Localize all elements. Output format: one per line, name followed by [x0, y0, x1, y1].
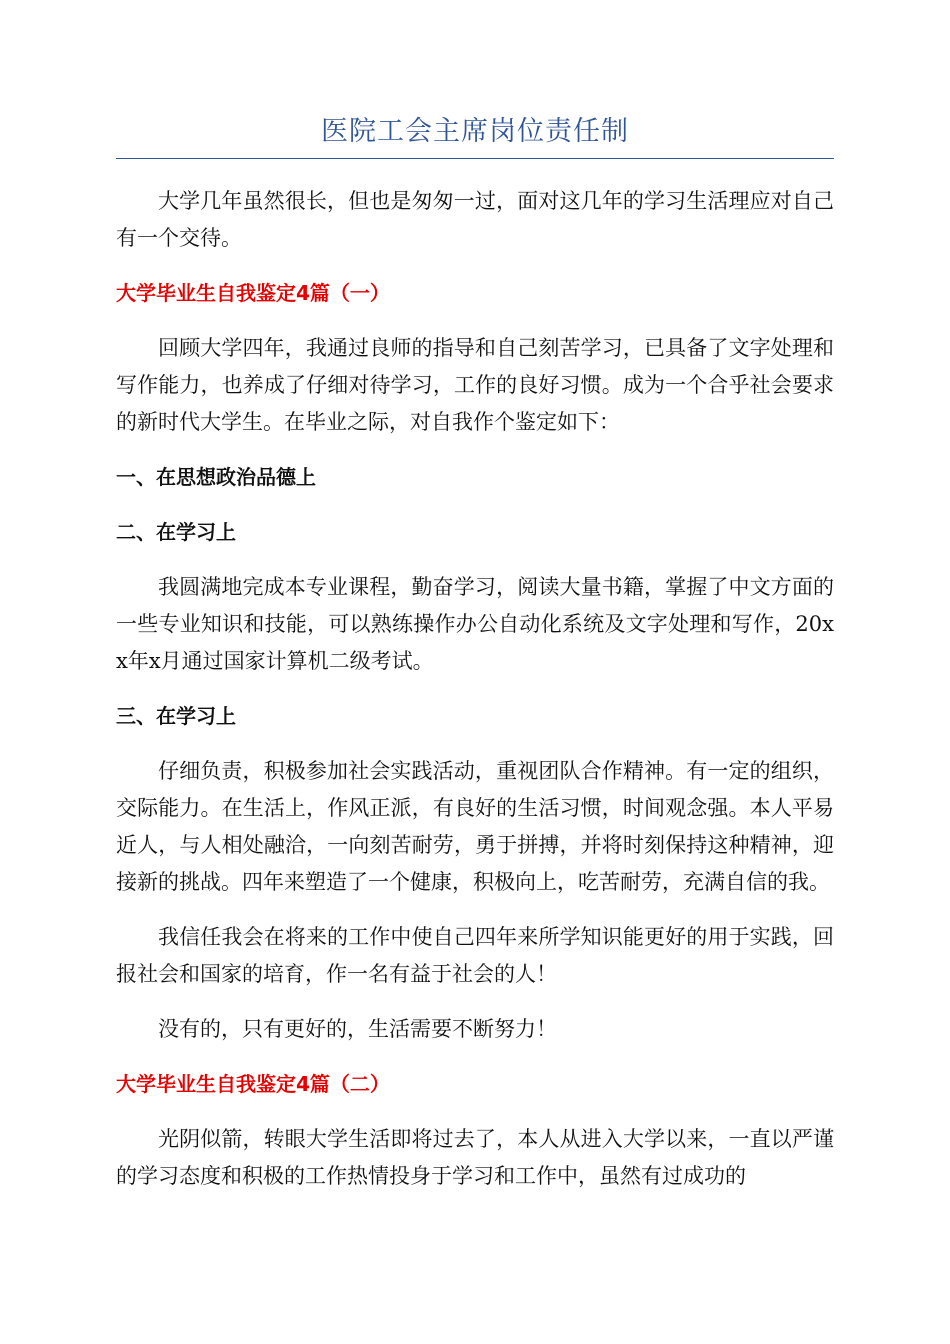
subheading-political: 一、在思想政治品德上 [116, 465, 316, 489]
document-page [116, 0, 834, 1213]
paragraph-effort: 没有的，只有更好的，生活需要不断努力！ [158, 1017, 557, 1041]
title-underline [116, 158, 834, 159]
paragraph-review: 回顾大学四年，我通过良师的指导和自己刻苦学习，已具备了文字处理和写作能力，也养成了仔细对待学习，工作的良好习惯。成为一个合乎社会要求的新时代大学生。在毕业之际，对自我作个鉴定如下： [116, 336, 834, 434]
paragraph-study: 我圆满地完成本专业课程，勤奋学习，阅读大量书籍，掌握了中文方面的一些专业知识和技能，可以熟练操作办公自动化系统及文字处理和写作，20xx年x月通过国家计算机二级考试。 [116, 575, 834, 673]
paragraph-character: 仔细负责，积极参加社会实践活动，重视团队合作精神。有一定的组织，交际能力。在生活上，作风正派，有良好的生活习惯，时间观念强。本人平易近人，与人相处融洽，一向刻苦耐劳，勇于拼搏，并将时刻保持这种精神，迎接新的挑战。四年来塑造了一个健康，积极向上，吃苦耐劳，充满自信的我。 [116, 759, 834, 894]
section-heading-2: 大学毕业生自我鉴定4篇（二） [116, 1072, 390, 1096]
subheading-study-2: 三、在学习上 [116, 704, 236, 728]
intro-paragraph: 大学几年虽然很长，但也是匆匆一过，面对这几年的学习生活理应对自己有一个交待。 [116, 189, 834, 250]
paragraph-time: 光阴似箭，转眼大学生活即将过去了，本人从进入大学以来，一直以严谨的学习态度和积极的工作热情投身于学习和工作中，虽然有过成功的 [116, 1127, 834, 1188]
document-body [116, 183, 834, 1195]
document-title: 医院工会主席岗位责任制 [321, 116, 629, 147]
paragraph-future: 我信任我会在将来的工作中使自己四年来所学知识能更好的用于实践，回报社会和国家的培育，作一名有益于社会的人！ [116, 925, 834, 986]
subheading-study: 二、在学习上 [116, 520, 236, 544]
section-heading-1: 大学毕业生自我鉴定4篇（一） [116, 281, 390, 305]
